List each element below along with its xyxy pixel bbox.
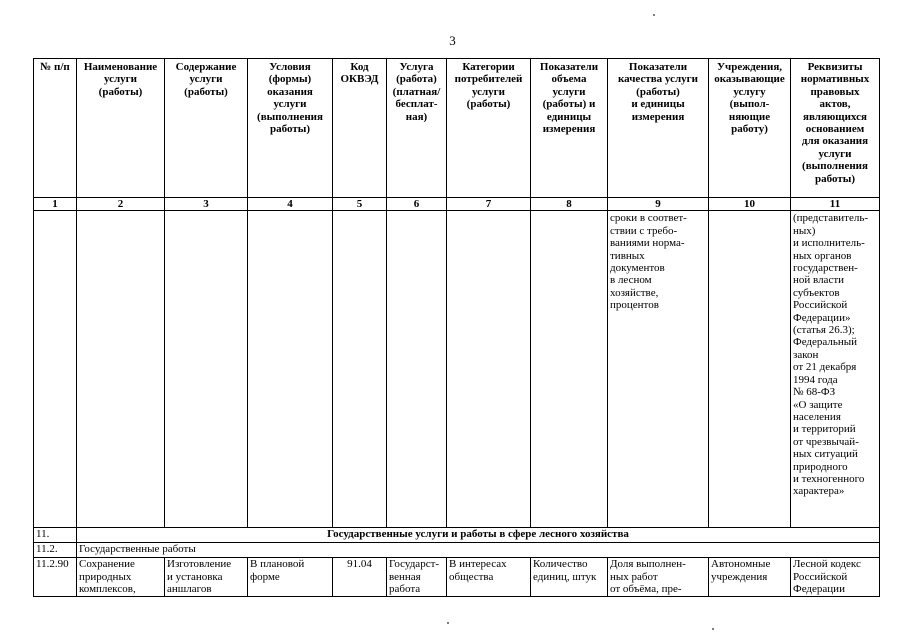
header-service-content: Содержание услуги (работы) bbox=[165, 59, 248, 198]
header-quality: Показатели качества услуги (работы) и единицы измерения bbox=[608, 59, 709, 198]
subsection-row bbox=[34, 543, 880, 558]
scan-speck bbox=[653, 14, 655, 16]
header-service-type: Услуга (работа) (платная/ бесплат- ная) bbox=[387, 59, 447, 198]
column-number: 6 bbox=[387, 198, 447, 211]
column-number: 3 bbox=[165, 198, 248, 211]
column-number: 8 bbox=[531, 198, 608, 211]
section-title: Государственные услуги и работы в сфере лесного хозяйства bbox=[77, 528, 880, 543]
table-row bbox=[34, 558, 880, 596]
header-legal-acts: Реквизиты нормативных правовых актов, являющихся основанием для оказания услуги (выполнения работы) bbox=[791, 59, 880, 198]
column-number: 2 bbox=[77, 198, 165, 211]
header-consumers: Категории потребителей услуги (работы) bbox=[447, 59, 531, 198]
section-row bbox=[34, 528, 880, 543]
row-legal-acts: Лесной кодекс Российской Федерации bbox=[791, 558, 880, 596]
column-number: 5 bbox=[333, 198, 387, 211]
header-conditions: Условия (формы) оказания услуги (выполнения работы) bbox=[248, 59, 333, 198]
row-volume: Количество единиц, штук bbox=[531, 558, 608, 596]
section-number: 11. bbox=[34, 528, 77, 543]
row-service-content: Изготовление и установка аншлагов bbox=[165, 558, 248, 596]
row-conditions: В плановой форме bbox=[248, 558, 333, 596]
column-number-row bbox=[34, 198, 880, 211]
row-number: 11.2.90 bbox=[34, 558, 77, 596]
header-institutions: Учреждения, оказывающие услугу (выпол- няющие работу) bbox=[709, 59, 791, 198]
continuation-row bbox=[34, 211, 880, 528]
subsection-title: Государственные работы bbox=[77, 543, 880, 558]
subsection-number: 11.2. bbox=[34, 543, 77, 558]
header-volume: Показатели объема услуги (работы) и единицы измерения bbox=[531, 59, 608, 198]
row-service-name: Сохранение природных комплексов, bbox=[77, 558, 165, 596]
row-consumers: В интересах общества bbox=[447, 558, 531, 596]
continuation-quality-text: сроки в соответ- ствии с требо- ваниями норма- тивных документов в лесном хозяйстве, процентов bbox=[608, 211, 709, 528]
column-number: 1 bbox=[34, 198, 77, 211]
header-row bbox=[34, 59, 880, 198]
row-service-type: Государст- венная работа bbox=[387, 558, 447, 596]
header-service-name: Наименование услуги (работы) bbox=[77, 59, 165, 198]
continuation-legal-text: (представитель- ных) и исполнитель- ных органов государствен- ной власти субъектов Российской Федерации» (статья 26.3); Федеральный закон от 21 декабря 1994 года № 68-ФЗ «О защите населения и территорий от чрезвычай- ных ситуаций природного и техногенного характера» bbox=[791, 211, 880, 528]
scan-speck bbox=[447, 622, 449, 624]
column-number: 10 bbox=[709, 198, 791, 211]
column-number: 7 bbox=[447, 198, 531, 211]
header-num: № п/п bbox=[34, 59, 77, 198]
page-number: 3 bbox=[449, 33, 456, 48]
row-quality: Доля выполнен- ных работ от объёма, пре- bbox=[608, 558, 709, 596]
header-okved: Код ОКВЭД bbox=[333, 59, 387, 198]
row-okved: 91.04 bbox=[333, 558, 387, 596]
services-registry-table bbox=[33, 58, 880, 597]
scan-speck bbox=[712, 628, 714, 630]
column-number: 9 bbox=[608, 198, 709, 211]
column-number: 11 bbox=[791, 198, 880, 211]
column-number: 4 bbox=[248, 198, 333, 211]
row-institutions: Автономные учреждения bbox=[709, 558, 791, 596]
